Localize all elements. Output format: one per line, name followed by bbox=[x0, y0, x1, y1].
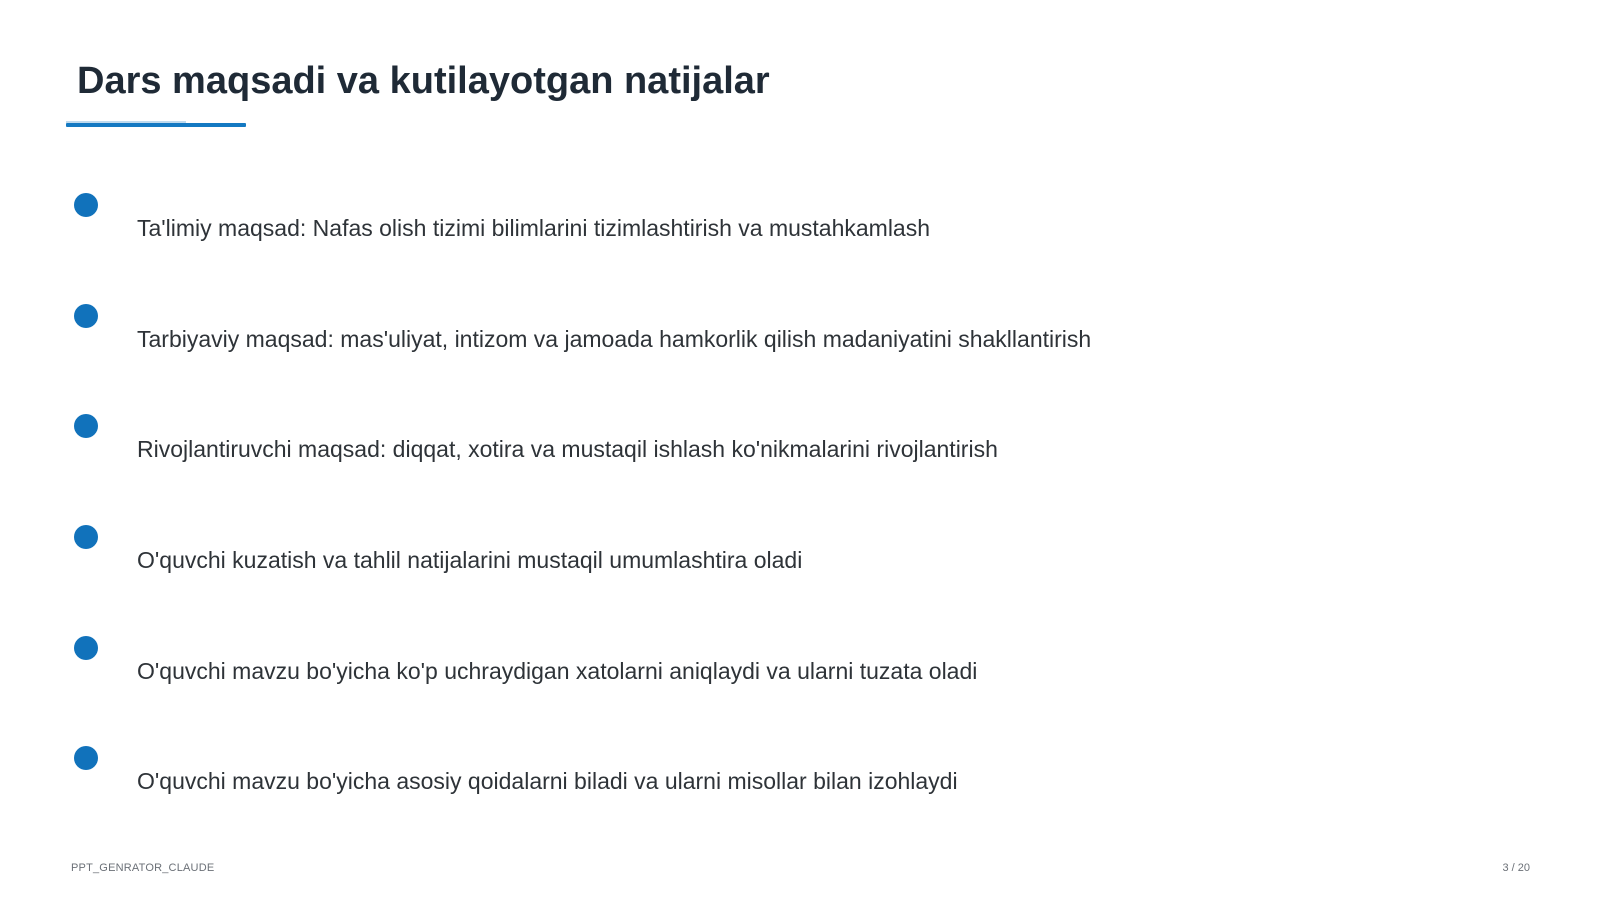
list-item bbox=[0, 636, 1600, 726]
page-number: 3 / 20 bbox=[1502, 862, 1530, 874]
bullet-text: O'quvchi mavzu bo'yicha ko'p uchraydigan xatolarni aniqlaydi va ularni tuzata oladi bbox=[137, 658, 978, 684]
list-item bbox=[0, 525, 1600, 615]
bullet-text: Rivojlantiruvchi maqsad: diqqat, xotira va mustaqil ishlash ko'nikmalarini rivojlantirish bbox=[137, 436, 998, 462]
list-item bbox=[0, 304, 1600, 394]
footer-generator-label: PPT_GENRATOR_CLAUDE bbox=[71, 862, 215, 874]
bullet-dot-icon bbox=[74, 193, 98, 217]
slide-title: Dars maqsadi va kutilayotgan natijalar bbox=[77, 60, 770, 102]
bullet-dot-icon bbox=[74, 304, 98, 328]
bullet-dot-icon bbox=[74, 414, 98, 438]
list-item bbox=[0, 746, 1600, 836]
bullet-dot-icon bbox=[74, 746, 98, 770]
bullet-text: O'quvchi kuzatish va tahlil natijalarini mustaqil umumlashtira oladi bbox=[137, 547, 803, 573]
list-item bbox=[0, 414, 1600, 504]
bullet-dot-icon bbox=[74, 636, 98, 660]
bullet-text: Tarbiyaviy maqsad: mas'uliyat, intizom va jamoada hamkorlik qilish madaniyatini shakllantirish bbox=[137, 326, 1092, 352]
bullet-dot-icon bbox=[74, 525, 98, 549]
list-item bbox=[0, 193, 1600, 283]
bullet-text: Ta'limiy maqsad: Nafas olish tizimi bilimlarini tizimlashtirish va mustahkamlash bbox=[137, 215, 931, 241]
bullet-text: O'quvchi mavzu bo'yicha asosiy qoidalarni biladi va ularni misollar bilan izohlaydi bbox=[137, 768, 958, 794]
